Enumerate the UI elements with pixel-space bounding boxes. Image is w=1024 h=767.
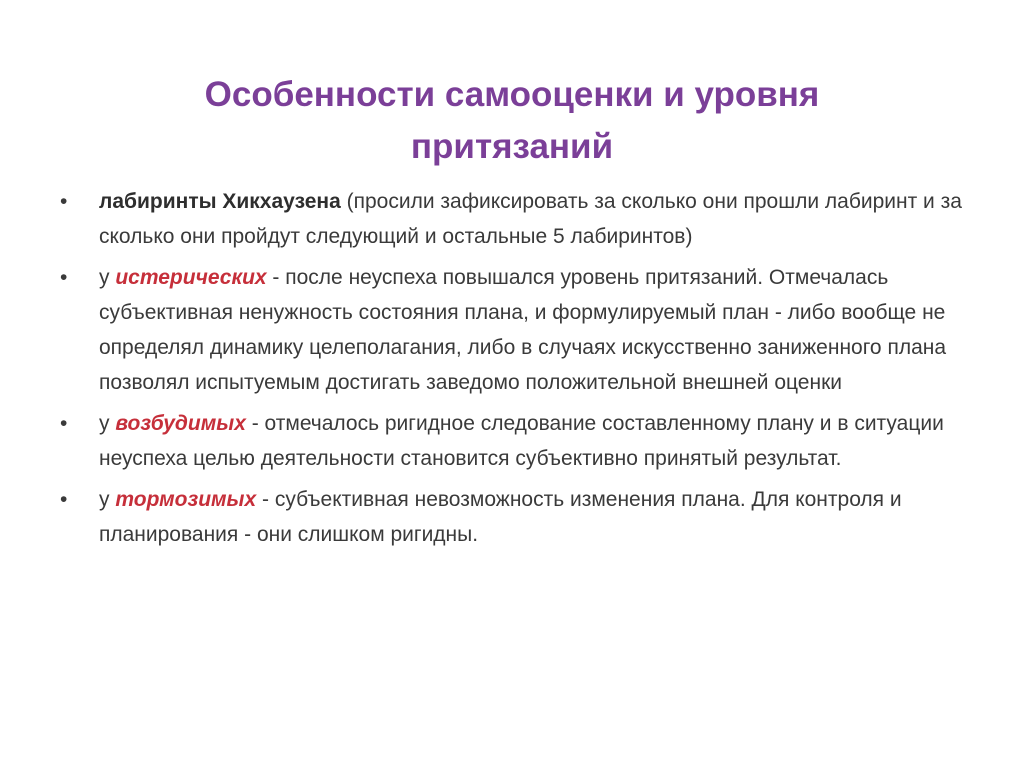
bullet-lead: лабиринты Хикхаузена [99,190,341,213]
bullet-list [58,184,978,558]
bullet-item-excitable [58,406,978,476]
bullet-prefix: у [99,266,116,289]
bullet-prefix: у [99,488,116,511]
bullet-term: истерических [115,266,267,289]
bullet-term: возбудимых [115,412,246,435]
bullet-text: (просили зафиксировать за сколько они прошли лабиринт и за сколько они пройдут следующий и остальные 5 лабиринтов) [99,190,962,248]
bullet-icon: • [60,266,68,289]
title-line-1: Особенности самооценки и уровня [204,75,820,115]
bullet-term: тормозимых [115,488,257,511]
bullet-text: - субъективная невозможность изменения плана. Для контроля и планирования - они слишком ригидны. [99,488,902,546]
bullet-text: - после неуспеха повышался уровень притязаний. Отмечалась субъективная ненужность состояния плана, и формулируемый план - либо вообще не определял динамику целеполагания, либо в случаях искусственно заниженного плана позволял испытуемым достигать заведомо положительной внешней оценки [99,266,947,394]
bullet-item-hysterical [58,260,978,400]
bullet-icon: • [60,488,68,511]
slide-title [120,69,904,173]
title-line-2: притязаний [410,127,614,167]
bullet-icon: • [60,412,68,435]
bullet-item-inhibited [58,482,978,552]
bullet-icon: • [60,190,68,213]
bullet-text: - отмечалось ригидное следование составленному плану и в ситуации неуспеха целью деятельности становится субъективно принятый результат. [99,412,944,470]
bullet-item-labyrinths [58,184,978,254]
bullet-prefix: у [99,412,116,435]
